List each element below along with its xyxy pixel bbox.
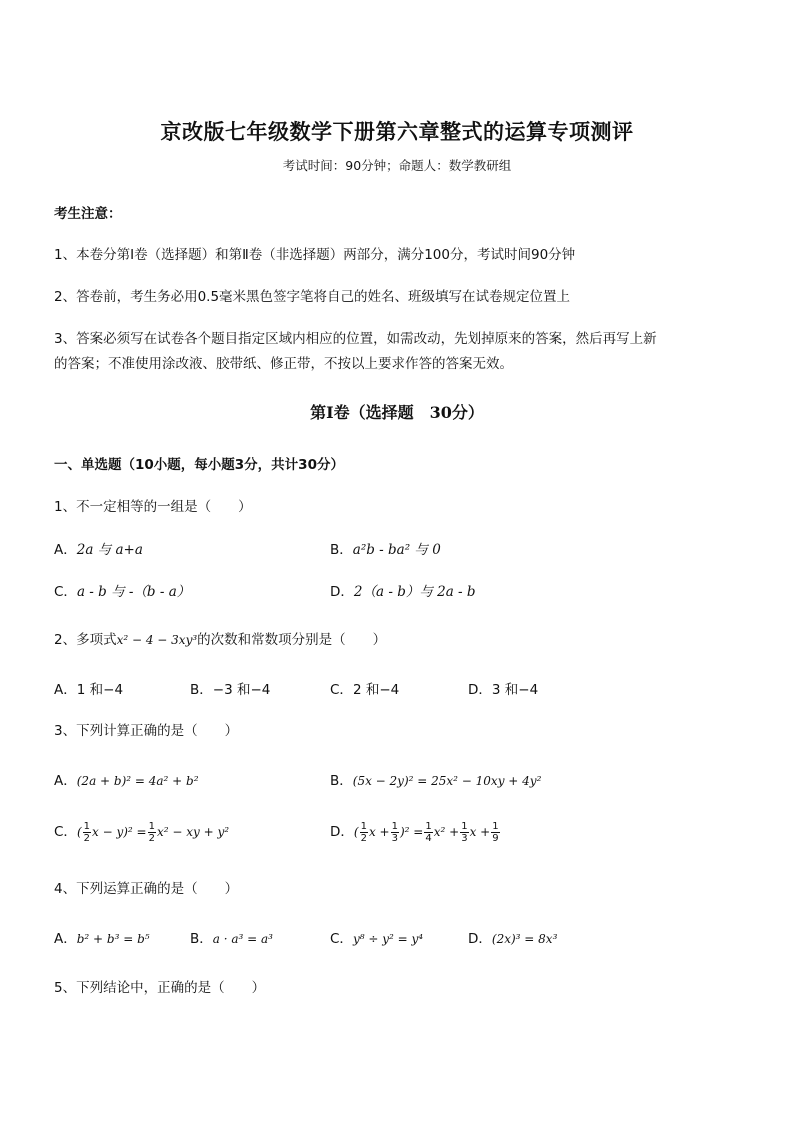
option-label: C． <box>330 682 353 698</box>
polynomial-expression: x² − 4 − 3xy³ <box>116 633 198 647</box>
fraction <box>460 821 468 844</box>
option-label: A． <box>54 773 77 789</box>
notice-item-1: 1、本卷分第Ⅰ卷（选择题）和第Ⅱ卷（非选择题）两部分，满分100分，考试时间90分钟 <box>54 247 576 263</box>
option-label: B． <box>330 773 353 789</box>
q4-option-c[interactable] <box>330 927 423 947</box>
denominator: 2 <box>148 832 155 844</box>
denominator: 9 <box>492 832 499 844</box>
question-5-stem: 5、下列结论中，正确的是（ ） <box>54 980 266 996</box>
paren-open: ( <box>76 825 82 839</box>
q4-option-d[interactable] <box>468 927 557 947</box>
option-label: B． <box>330 542 353 558</box>
denominator: 4 <box>425 832 432 844</box>
q2-option-d[interactable] <box>468 678 538 698</box>
page-title: 京改版七年级数学下册第六章整式的运算专项测评 <box>160 119 634 144</box>
paren-open: ( <box>353 825 359 839</box>
fraction <box>360 821 368 844</box>
notice-item-3-continued: 的答案；不准使用涂改液、胶带纸、修正带，不按以上要求作答的答案无效。 <box>54 356 513 372</box>
option-label: C． <box>54 584 77 600</box>
stem-prefix: 2、多项式 <box>54 632 117 648</box>
fraction <box>391 821 399 844</box>
q4-option-b[interactable] <box>190 927 273 947</box>
numerator: 1 <box>83 820 90 832</box>
expr-part: x + <box>469 825 491 839</box>
numerator: 1 <box>425 820 432 832</box>
expr-part: x + <box>368 825 390 839</box>
option-text: (5x − 2y)² = 25x² − 10xy + 4y² <box>352 774 542 788</box>
option-label: A． <box>54 542 77 558</box>
notice-item-2: 2、答卷前，考生务必用0.5毫米黑色签字笔将自己的姓名、班级填写在试卷规定位置上 <box>54 289 571 305</box>
option-label: D． <box>330 584 354 600</box>
stem-suffix: 的次数和常数项分别是（ ） <box>197 632 387 648</box>
denominator: 3 <box>461 832 468 844</box>
numerator: 1 <box>391 820 398 832</box>
option-label: B． <box>190 682 213 698</box>
option-text: a · a³ = a³ <box>212 932 273 946</box>
q1-option-d[interactable] <box>330 580 476 600</box>
fraction <box>491 821 499 844</box>
expr-part: x² − xy + y² <box>156 825 230 839</box>
denominator: 2 <box>83 832 90 844</box>
option-text: 3 和−4 <box>491 682 539 698</box>
option-text: 2a 与 a+a <box>76 542 143 558</box>
option-text: 2（a - b）与 2a - b <box>353 584 476 600</box>
part-heading: 一、单选题（10小题，每小题3分，共计30分） <box>54 457 344 473</box>
q2-option-c[interactable] <box>330 678 399 698</box>
q1-option-b[interactable] <box>330 538 441 558</box>
q3-option-d[interactable] <box>330 820 501 844</box>
numerator: 1 <box>148 820 155 832</box>
option-text: 2 和−4 <box>352 682 400 698</box>
question-4-stem: 4、下列运算正确的是（ ） <box>54 881 239 897</box>
fraction <box>83 821 91 844</box>
section-title: 第Ⅰ卷（选择题 30分） <box>310 403 484 422</box>
notice-heading: 考生注意： <box>54 206 122 222</box>
option-text: −3 和−4 <box>212 682 271 698</box>
q2-option-a[interactable] <box>54 678 123 698</box>
q3-option-b[interactable] <box>330 769 541 789</box>
question-1-stem: 1、不一定相等的一组是（ ） <box>54 499 252 515</box>
numerator: 1 <box>461 820 468 832</box>
option-label: C． <box>330 931 353 947</box>
option-label: D． <box>330 824 354 840</box>
option-text: y⁸ ÷ y² = y⁴ <box>352 932 424 946</box>
expr-part: x² + <box>433 825 460 839</box>
option-label: D． <box>468 931 492 947</box>
fraction <box>424 821 432 844</box>
option-label: C． <box>54 824 77 840</box>
option-text: (2a + b)² = 4a² + b² <box>76 774 199 788</box>
fraction <box>148 821 156 844</box>
option-label: D． <box>468 682 492 698</box>
notice-item-3: 3、答案必须写在试卷各个题目指定区域内相应的位置，如需改动，先划掉原来的答案，然后再写上新 <box>54 331 657 347</box>
q2-option-b[interactable] <box>190 678 270 698</box>
option-text: b² + b³ = b⁵ <box>76 932 150 946</box>
option-text: a - b 与 -（b - a） <box>76 584 191 600</box>
denominator: 2 <box>360 832 367 844</box>
option-text: 1 和−4 <box>76 682 124 698</box>
numerator: 1 <box>360 820 367 832</box>
option-text: (2x)³ = 8x³ <box>491 932 558 946</box>
q1-option-c[interactable] <box>54 580 190 600</box>
option-text: a²b - ba² 与 0 <box>352 542 441 558</box>
question-2-stem <box>54 628 386 648</box>
expr-part: x − y)² = <box>92 825 147 839</box>
q3-option-a[interactable] <box>54 769 199 789</box>
q3-option-c[interactable] <box>54 820 229 844</box>
option-label: A． <box>54 682 77 698</box>
question-3-stem: 3、下列计算正确的是（ ） <box>54 723 239 739</box>
q1-option-a[interactable] <box>54 538 143 558</box>
expr-part: )² = <box>399 825 424 839</box>
q4-option-a[interactable] <box>54 927 150 947</box>
exam-info: 考试时间：90分钟；命题人：数学教研组 <box>282 158 512 173</box>
option-label: B． <box>190 931 213 947</box>
option-label: A． <box>54 931 77 947</box>
numerator: 1 <box>492 820 499 832</box>
denominator: 3 <box>391 832 398 844</box>
